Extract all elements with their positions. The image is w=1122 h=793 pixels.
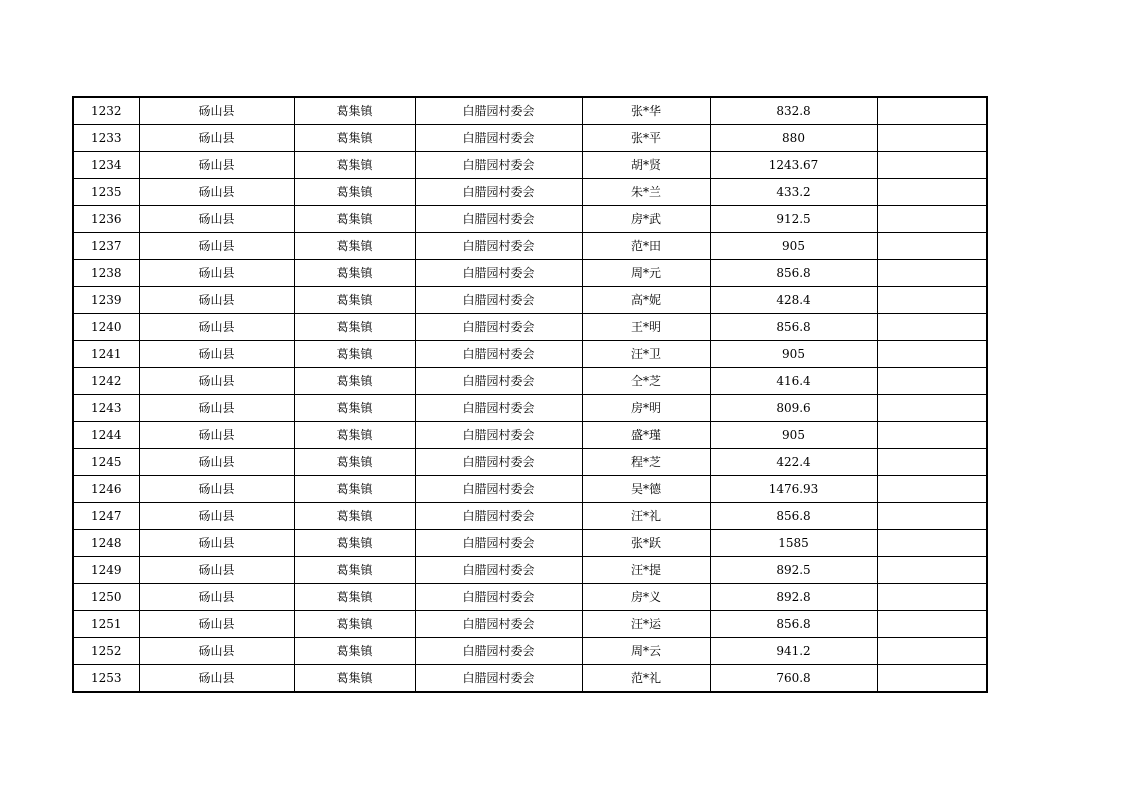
cell-amount: 433.2 bbox=[710, 179, 877, 206]
cell-name: 房*武 bbox=[582, 206, 710, 233]
cell-no: 1250 bbox=[73, 584, 139, 611]
cell-name: 王*明 bbox=[582, 314, 710, 341]
table-row bbox=[73, 476, 987, 503]
cell-village: 白腊园村委会 bbox=[415, 260, 582, 287]
cell-note bbox=[877, 557, 987, 584]
cell-village: 白腊园村委会 bbox=[415, 395, 582, 422]
cell-town: 葛集镇 bbox=[294, 476, 415, 503]
cell-name: 汪*提 bbox=[582, 557, 710, 584]
cell-note bbox=[877, 368, 987, 395]
cell-amount: 422.4 bbox=[710, 449, 877, 476]
table-row bbox=[73, 584, 987, 611]
cell-county: 砀山县 bbox=[139, 449, 294, 476]
cell-amount: 1585 bbox=[710, 530, 877, 557]
cell-county: 砀山县 bbox=[139, 125, 294, 152]
cell-county: 砀山县 bbox=[139, 368, 294, 395]
cell-amount: 941.2 bbox=[710, 638, 877, 665]
cell-town: 葛集镇 bbox=[294, 638, 415, 665]
cell-county: 砀山县 bbox=[139, 341, 294, 368]
table-row bbox=[73, 125, 987, 152]
cell-county: 砀山县 bbox=[139, 422, 294, 449]
cell-town: 葛集镇 bbox=[294, 260, 415, 287]
cell-town: 葛集镇 bbox=[294, 206, 415, 233]
cell-note bbox=[877, 233, 987, 260]
cell-no: 1240 bbox=[73, 314, 139, 341]
cell-county: 砀山县 bbox=[139, 530, 294, 557]
cell-amount: 832.8 bbox=[710, 97, 877, 125]
cell-no: 1243 bbox=[73, 395, 139, 422]
cell-county: 砀山县 bbox=[139, 611, 294, 638]
cell-name: 周*云 bbox=[582, 638, 710, 665]
cell-town: 葛集镇 bbox=[294, 422, 415, 449]
cell-village: 白腊园村委会 bbox=[415, 97, 582, 125]
cell-no: 1235 bbox=[73, 179, 139, 206]
cell-no: 1239 bbox=[73, 287, 139, 314]
cell-town: 葛集镇 bbox=[294, 584, 415, 611]
table-row bbox=[73, 233, 987, 260]
cell-town: 葛集镇 bbox=[294, 611, 415, 638]
cell-village: 白腊园村委会 bbox=[415, 638, 582, 665]
cell-name: 汪*运 bbox=[582, 611, 710, 638]
cell-county: 砀山县 bbox=[139, 233, 294, 260]
table-row bbox=[73, 422, 987, 449]
cell-town: 葛集镇 bbox=[294, 233, 415, 260]
cell-amount: 428.4 bbox=[710, 287, 877, 314]
cell-amount: 892.5 bbox=[710, 557, 877, 584]
cell-village: 白腊园村委会 bbox=[415, 314, 582, 341]
table-row bbox=[73, 503, 987, 530]
cell-no: 1233 bbox=[73, 125, 139, 152]
cell-no: 1252 bbox=[73, 638, 139, 665]
cell-county: 砀山县 bbox=[139, 314, 294, 341]
data-table bbox=[72, 96, 988, 693]
cell-amount: 1243.67 bbox=[710, 152, 877, 179]
cell-county: 砀山县 bbox=[139, 557, 294, 584]
cell-note bbox=[877, 260, 987, 287]
cell-amount: 905 bbox=[710, 422, 877, 449]
cell-county: 砀山县 bbox=[139, 206, 294, 233]
cell-no: 1237 bbox=[73, 233, 139, 260]
table-row bbox=[73, 530, 987, 557]
cell-note bbox=[877, 449, 987, 476]
cell-note bbox=[877, 476, 987, 503]
cell-name: 仝*芝 bbox=[582, 368, 710, 395]
cell-name: 朱*兰 bbox=[582, 179, 710, 206]
cell-name: 盛*瑾 bbox=[582, 422, 710, 449]
cell-no: 1248 bbox=[73, 530, 139, 557]
cell-village: 白腊园村委会 bbox=[415, 584, 582, 611]
cell-no: 1238 bbox=[73, 260, 139, 287]
cell-note bbox=[877, 530, 987, 557]
cell-town: 葛集镇 bbox=[294, 152, 415, 179]
cell-note bbox=[877, 287, 987, 314]
cell-amount: 892.8 bbox=[710, 584, 877, 611]
cell-county: 砀山县 bbox=[139, 152, 294, 179]
cell-county: 砀山县 bbox=[139, 395, 294, 422]
cell-town: 葛集镇 bbox=[294, 530, 415, 557]
table-row bbox=[73, 557, 987, 584]
cell-no: 1251 bbox=[73, 611, 139, 638]
cell-town: 葛集镇 bbox=[294, 665, 415, 693]
cell-village: 白腊园村委会 bbox=[415, 665, 582, 693]
cell-town: 葛集镇 bbox=[294, 503, 415, 530]
cell-name: 胡*贤 bbox=[582, 152, 710, 179]
cell-note bbox=[877, 584, 987, 611]
table-row bbox=[73, 368, 987, 395]
cell-village: 白腊园村委会 bbox=[415, 476, 582, 503]
cell-town: 葛集镇 bbox=[294, 557, 415, 584]
table-row bbox=[73, 260, 987, 287]
cell-name: 周*元 bbox=[582, 260, 710, 287]
cell-village: 白腊园村委会 bbox=[415, 125, 582, 152]
cell-no: 1249 bbox=[73, 557, 139, 584]
cell-village: 白腊园村委会 bbox=[415, 206, 582, 233]
table-row bbox=[73, 314, 987, 341]
cell-note bbox=[877, 97, 987, 125]
cell-no: 1245 bbox=[73, 449, 139, 476]
cell-note bbox=[877, 341, 987, 368]
table-row bbox=[73, 638, 987, 665]
cell-amount: 856.8 bbox=[710, 503, 877, 530]
cell-note bbox=[877, 206, 987, 233]
table-row bbox=[73, 449, 987, 476]
cell-amount: 905 bbox=[710, 233, 877, 260]
cell-amount: 856.8 bbox=[710, 611, 877, 638]
table-row bbox=[73, 287, 987, 314]
document-page bbox=[72, 96, 986, 693]
table-row bbox=[73, 97, 987, 125]
cell-no: 1236 bbox=[73, 206, 139, 233]
cell-note bbox=[877, 611, 987, 638]
cell-no: 1234 bbox=[73, 152, 139, 179]
cell-amount: 905 bbox=[710, 341, 877, 368]
cell-amount: 760.8 bbox=[710, 665, 877, 693]
cell-name: 汪*礼 bbox=[582, 503, 710, 530]
cell-name: 高*妮 bbox=[582, 287, 710, 314]
cell-no: 1247 bbox=[73, 503, 139, 530]
cell-note bbox=[877, 179, 987, 206]
cell-amount: 856.8 bbox=[710, 260, 877, 287]
cell-name: 房*义 bbox=[582, 584, 710, 611]
cell-village: 白腊园村委会 bbox=[415, 557, 582, 584]
cell-amount: 856.8 bbox=[710, 314, 877, 341]
cell-amount: 416.4 bbox=[710, 368, 877, 395]
cell-county: 砀山县 bbox=[139, 665, 294, 693]
cell-no: 1241 bbox=[73, 341, 139, 368]
cell-town: 葛集镇 bbox=[294, 287, 415, 314]
cell-town: 葛集镇 bbox=[294, 125, 415, 152]
cell-name: 范*礼 bbox=[582, 665, 710, 693]
cell-town: 葛集镇 bbox=[294, 314, 415, 341]
table-row bbox=[73, 341, 987, 368]
cell-amount: 1476.93 bbox=[710, 476, 877, 503]
cell-no: 1242 bbox=[73, 368, 139, 395]
cell-note bbox=[877, 395, 987, 422]
cell-amount: 880 bbox=[710, 125, 877, 152]
cell-name: 范*田 bbox=[582, 233, 710, 260]
cell-name: 吴*德 bbox=[582, 476, 710, 503]
cell-village: 白腊园村委会 bbox=[415, 368, 582, 395]
table-row bbox=[73, 206, 987, 233]
cell-note bbox=[877, 638, 987, 665]
cell-village: 白腊园村委会 bbox=[415, 233, 582, 260]
cell-village: 白腊园村委会 bbox=[415, 530, 582, 557]
cell-village: 白腊园村委会 bbox=[415, 152, 582, 179]
cell-name: 汪*卫 bbox=[582, 341, 710, 368]
cell-note bbox=[877, 314, 987, 341]
cell-no: 1232 bbox=[73, 97, 139, 125]
cell-town: 葛集镇 bbox=[294, 395, 415, 422]
cell-no: 1246 bbox=[73, 476, 139, 503]
cell-village: 白腊园村委会 bbox=[415, 503, 582, 530]
cell-name: 张*跃 bbox=[582, 530, 710, 557]
cell-town: 葛集镇 bbox=[294, 179, 415, 206]
cell-amount: 809.6 bbox=[710, 395, 877, 422]
cell-county: 砀山县 bbox=[139, 287, 294, 314]
cell-name: 程*芝 bbox=[582, 449, 710, 476]
table-row bbox=[73, 395, 987, 422]
cell-village: 白腊园村委会 bbox=[415, 611, 582, 638]
cell-name: 张*平 bbox=[582, 125, 710, 152]
cell-county: 砀山县 bbox=[139, 503, 294, 530]
cell-county: 砀山县 bbox=[139, 584, 294, 611]
cell-village: 白腊园村委会 bbox=[415, 422, 582, 449]
cell-town: 葛集镇 bbox=[294, 368, 415, 395]
table-row bbox=[73, 611, 987, 638]
cell-amount: 912.5 bbox=[710, 206, 877, 233]
cell-town: 葛集镇 bbox=[294, 97, 415, 125]
cell-no: 1244 bbox=[73, 422, 139, 449]
cell-county: 砀山县 bbox=[139, 476, 294, 503]
cell-village: 白腊园村委会 bbox=[415, 341, 582, 368]
cell-county: 砀山县 bbox=[139, 638, 294, 665]
cell-village: 白腊园村委会 bbox=[415, 179, 582, 206]
table-row bbox=[73, 152, 987, 179]
cell-note bbox=[877, 665, 987, 693]
table-row bbox=[73, 665, 987, 693]
cell-no: 1253 bbox=[73, 665, 139, 693]
cell-county: 砀山县 bbox=[139, 97, 294, 125]
cell-village: 白腊园村委会 bbox=[415, 287, 582, 314]
table-row bbox=[73, 179, 987, 206]
table-body bbox=[73, 97, 987, 692]
cell-county: 砀山县 bbox=[139, 260, 294, 287]
cell-name: 房*明 bbox=[582, 395, 710, 422]
cell-town: 葛集镇 bbox=[294, 341, 415, 368]
cell-village: 白腊园村委会 bbox=[415, 449, 582, 476]
cell-note bbox=[877, 503, 987, 530]
cell-name: 张*华 bbox=[582, 97, 710, 125]
cell-note bbox=[877, 125, 987, 152]
cell-town: 葛集镇 bbox=[294, 449, 415, 476]
cell-note bbox=[877, 422, 987, 449]
cell-note bbox=[877, 152, 987, 179]
cell-county: 砀山县 bbox=[139, 179, 294, 206]
